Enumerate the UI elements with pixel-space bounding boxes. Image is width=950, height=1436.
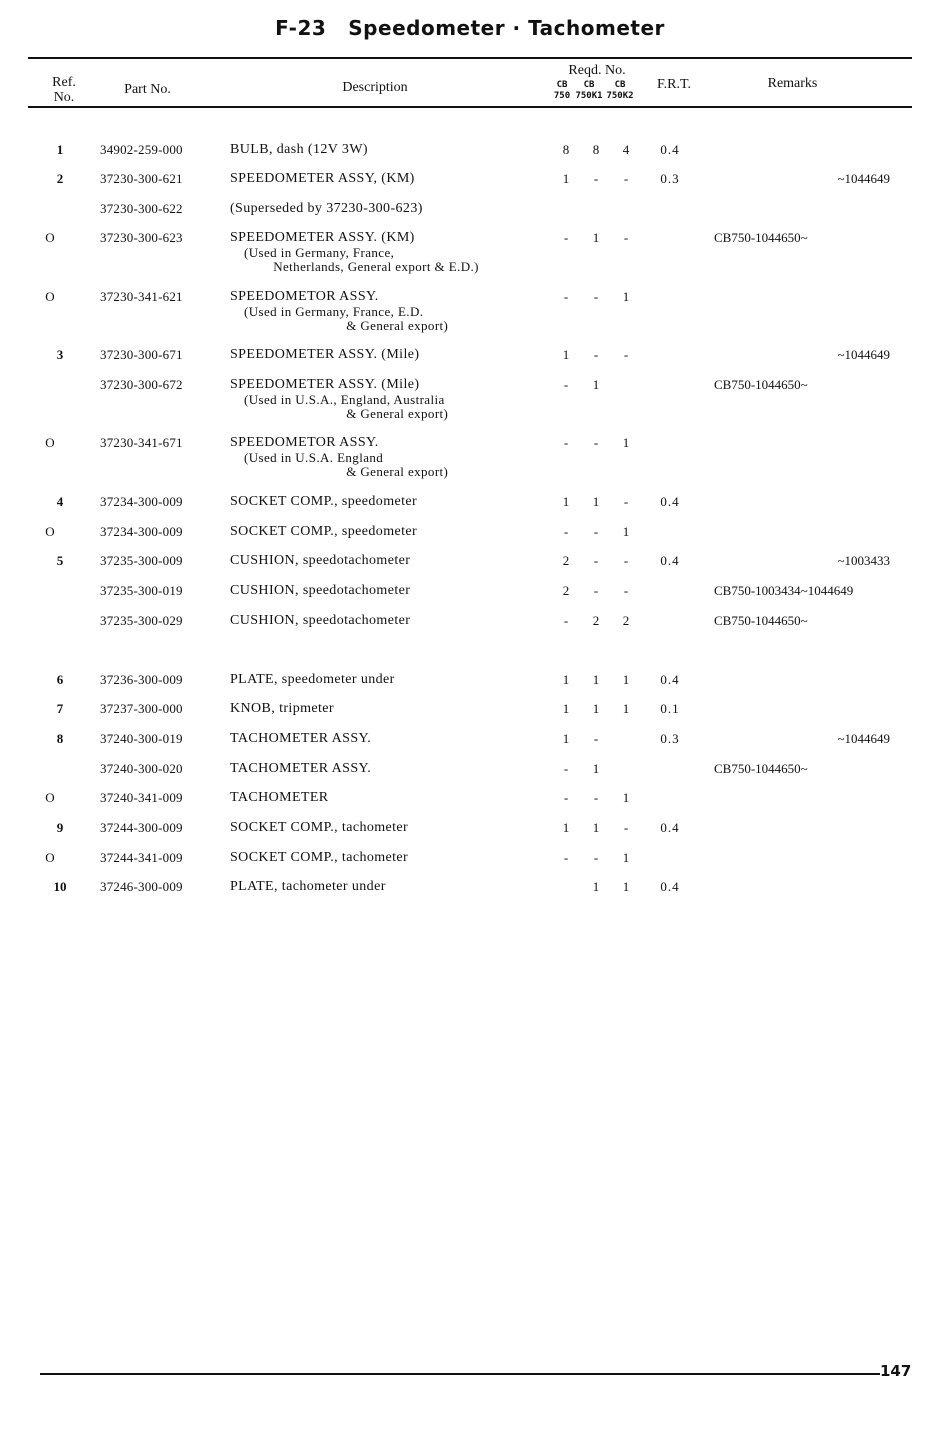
part-no: 37234-300-009 bbox=[100, 494, 183, 509]
frt-value: 0.4 bbox=[660, 494, 680, 509]
remarks: ~1044649 bbox=[837, 171, 890, 186]
remarks: CB750-1003434~1044649 bbox=[714, 583, 854, 598]
description bbox=[230, 761, 550, 777]
description-text: SOCKET COMP., speedometer bbox=[230, 524, 420, 539]
frt-value: 0.1 bbox=[660, 701, 680, 716]
usage-note: (Used in U.S.A., England, Australia & General export) bbox=[244, 392, 449, 421]
description-text: SOCKET COMP., speedometer bbox=[230, 494, 420, 509]
ref-no: 2 bbox=[56, 171, 64, 186]
description bbox=[230, 201, 550, 217]
col-ref bbox=[44, 75, 84, 105]
section-title: Speedometer · Tachometer bbox=[348, 16, 665, 40]
part-no: 37236-300-009 bbox=[100, 672, 183, 687]
description bbox=[230, 377, 550, 393]
part-no: 37235-300-019 bbox=[100, 583, 183, 598]
qty-cb750k2: - bbox=[623, 171, 629, 186]
ref-no: O bbox=[45, 435, 55, 450]
frt-value: 0.3 bbox=[660, 171, 680, 186]
qty-cb750k1: - bbox=[593, 553, 599, 568]
model2-line1: CB bbox=[583, 80, 595, 90]
usage-note: (Used in Germany, France, E.D. & General export) bbox=[244, 304, 449, 333]
qty-cb750: 1 bbox=[562, 820, 570, 835]
ref-no: 1 bbox=[56, 142, 64, 157]
header-bottom-rule bbox=[28, 106, 912, 108]
description-text: (Superseded by 37230-300-623) bbox=[230, 201, 426, 216]
page-number: 147 bbox=[880, 1362, 912, 1380]
description-text: PLATE, tachometer under bbox=[230, 879, 389, 894]
table-row bbox=[0, 435, 950, 495]
part-no: 37240-300-020 bbox=[100, 761, 183, 776]
col-model-cb750k1 bbox=[572, 80, 606, 102]
frt-value: 0.3 bbox=[660, 731, 680, 746]
description-text: SPEEDOMETOR ASSY. bbox=[230, 289, 382, 304]
section-code: F-23 bbox=[275, 16, 327, 40]
qty-cb750: 1 bbox=[562, 701, 570, 716]
qty-cb750: - bbox=[563, 230, 569, 245]
qty-cb750k2: - bbox=[623, 230, 629, 245]
qty-cb750k2: - bbox=[623, 820, 629, 835]
qty-cb750k2: 2 bbox=[622, 613, 630, 628]
description bbox=[230, 850, 550, 866]
qty-cb750k2: 1 bbox=[622, 435, 630, 450]
table-row bbox=[0, 879, 950, 939]
qty-cb750k2: - bbox=[623, 553, 629, 568]
qty-cb750k2: 1 bbox=[622, 850, 630, 865]
description bbox=[230, 790, 550, 806]
description bbox=[230, 701, 550, 717]
qty-cb750: 1 bbox=[562, 347, 570, 362]
table-row bbox=[0, 613, 950, 673]
col-reqd: Reqd. No. bbox=[568, 63, 626, 78]
description bbox=[230, 171, 550, 187]
model1-line1: CB bbox=[556, 80, 568, 90]
ref-no: 6 bbox=[56, 672, 64, 687]
description-text: BULB, dash (12V 3W) bbox=[230, 142, 371, 157]
description bbox=[230, 613, 550, 629]
page-title bbox=[0, 16, 940, 40]
part-no: 37230-300-671 bbox=[100, 347, 183, 362]
ref-no: 10 bbox=[53, 879, 67, 894]
qty-cb750: - bbox=[563, 435, 569, 450]
model3-line1: CB bbox=[614, 80, 626, 90]
col-model-cb750k2 bbox=[603, 80, 637, 102]
qty-cb750: - bbox=[563, 524, 569, 539]
qty-cb750k1: 8 bbox=[592, 142, 600, 157]
description-text: PLATE, speedometer under bbox=[230, 672, 398, 687]
frt-value: 0.4 bbox=[660, 672, 680, 687]
table-row bbox=[0, 289, 950, 349]
qty-cb750: 1 bbox=[562, 494, 570, 509]
qty-cb750k2: 1 bbox=[622, 672, 630, 687]
ref-no: O bbox=[45, 289, 55, 304]
qty-cb750k1: 1 bbox=[592, 672, 600, 687]
description-text: TACHOMETER ASSY. bbox=[230, 761, 374, 776]
qty-cb750k1: 2 bbox=[592, 613, 600, 628]
qty-cb750: 8 bbox=[562, 142, 570, 157]
remarks: CB750-1044650~ bbox=[714, 377, 808, 392]
qty-cb750k1: 1 bbox=[592, 820, 600, 835]
frt-value: 0.4 bbox=[660, 879, 680, 894]
qty-cb750k2: 1 bbox=[622, 524, 630, 539]
description bbox=[230, 289, 550, 305]
col-part-no: Part No. bbox=[124, 82, 171, 97]
remarks: ~1003433 bbox=[837, 553, 890, 568]
frt-value: 0.4 bbox=[660, 820, 680, 835]
qty-cb750: 2 bbox=[562, 583, 570, 598]
ref-no: 8 bbox=[56, 731, 64, 746]
qty-cb750k1: 1 bbox=[592, 230, 600, 245]
description-text: SOCKET COMP., tachometer bbox=[230, 850, 411, 865]
part-no: 37230-300-622 bbox=[100, 201, 183, 216]
ref-no: 5 bbox=[56, 553, 64, 568]
description-text: SPEEDOMETER ASSY. (Mile) bbox=[230, 347, 422, 362]
description bbox=[230, 553, 550, 569]
part-no: 37246-300-009 bbox=[100, 879, 183, 894]
remarks: ~1044649 bbox=[837, 731, 890, 746]
qty-cb750k1: - bbox=[593, 289, 599, 304]
qty-cb750: - bbox=[563, 790, 569, 805]
qty-cb750: - bbox=[563, 613, 569, 628]
ref-no: 7 bbox=[56, 701, 64, 716]
qty-cb750k2: 1 bbox=[622, 289, 630, 304]
part-no: 37230-341-671 bbox=[100, 435, 183, 450]
description bbox=[230, 524, 550, 540]
description bbox=[230, 347, 550, 363]
qty-cb750k1: 1 bbox=[592, 701, 600, 716]
model2-line2: 750K1 bbox=[575, 91, 603, 101]
qty-cb750: - bbox=[563, 377, 569, 392]
qty-cb750k2: - bbox=[623, 494, 629, 509]
description-text: SPEEDOMETER ASSY, (KM) bbox=[230, 171, 418, 186]
description-text: CUSHION, speedotachometer bbox=[230, 553, 413, 568]
qty-cb750k1: - bbox=[593, 524, 599, 539]
description-text: SPEEDOMETER ASSY. (Mile) bbox=[230, 377, 422, 392]
usage-note: (Used in Germany, France, Netherlands, General export & E.D.) bbox=[244, 245, 479, 274]
part-no: 37240-300-019 bbox=[100, 731, 183, 746]
qty-cb750: 1 bbox=[562, 171, 570, 186]
description bbox=[230, 142, 550, 158]
part-no: 37235-300-029 bbox=[100, 613, 183, 628]
description bbox=[230, 230, 550, 246]
qty-cb750: - bbox=[563, 850, 569, 865]
qty-cb750k2: 1 bbox=[622, 790, 630, 805]
col-description: Description bbox=[342, 80, 408, 95]
qty-cb750: - bbox=[563, 289, 569, 304]
description bbox=[230, 494, 550, 510]
description bbox=[230, 435, 550, 451]
part-no: 37230-300-621 bbox=[100, 171, 183, 186]
ref-no: O bbox=[45, 850, 55, 865]
qty-cb750k1: - bbox=[593, 850, 599, 865]
qty-cb750: 1 bbox=[562, 731, 570, 746]
qty-cb750k2: 1 bbox=[622, 701, 630, 716]
model3-line2: 750K2 bbox=[606, 91, 634, 101]
remarks: ~1044649 bbox=[837, 347, 890, 362]
part-no: 37237-300-000 bbox=[100, 701, 183, 716]
ref-no: O bbox=[45, 524, 55, 539]
frt-value: 0.4 bbox=[660, 142, 680, 157]
table-row bbox=[0, 230, 950, 290]
part-no: 37244-300-009 bbox=[100, 820, 183, 835]
description-text: SPEEDOMETOR ASSY. bbox=[230, 435, 382, 450]
description bbox=[230, 672, 550, 688]
qty-cb750k1: - bbox=[593, 347, 599, 362]
part-no: 37240-341-009 bbox=[100, 790, 183, 805]
qty-cb750k2: 4 bbox=[622, 142, 630, 157]
remarks: CB750-1044650~ bbox=[714, 230, 808, 245]
description bbox=[230, 820, 550, 836]
remarks: CB750-1044650~ bbox=[714, 761, 808, 776]
part-no: 37235-300-009 bbox=[100, 553, 183, 568]
ref-no: 4 bbox=[56, 494, 64, 509]
model1-line2: 750 bbox=[553, 91, 571, 101]
ref-no: 3 bbox=[56, 347, 64, 362]
part-no: 37244-341-009 bbox=[100, 850, 183, 865]
qty-cb750k1: 1 bbox=[592, 761, 600, 776]
qty-cb750: 2 bbox=[562, 553, 570, 568]
ref-no: 9 bbox=[56, 820, 64, 835]
ref-no: O bbox=[45, 790, 55, 805]
qty-cb750k1: 1 bbox=[592, 377, 600, 392]
description-text: TACHOMETER bbox=[230, 790, 332, 805]
usage-note: (Used in U.S.A. England & General export) bbox=[244, 450, 449, 479]
part-no: 34902-259-000 bbox=[100, 142, 183, 157]
qty-cb750k2: - bbox=[623, 347, 629, 362]
part-no: 37234-300-009 bbox=[100, 524, 183, 539]
part-no: 37230-300-672 bbox=[100, 377, 183, 392]
description-text: SOCKET COMP., tachometer bbox=[230, 820, 411, 835]
qty-cb750k2: - bbox=[623, 583, 629, 598]
table-row bbox=[0, 377, 950, 437]
col-ref-line2: No. bbox=[53, 90, 75, 105]
description bbox=[230, 731, 550, 747]
description-text: TACHOMETER ASSY. bbox=[230, 731, 374, 746]
col-ref-line1: Ref. bbox=[52, 75, 76, 90]
qty-cb750k1: 1 bbox=[592, 879, 600, 894]
qty-cb750k1: - bbox=[593, 583, 599, 598]
frt-value: 0.4 bbox=[660, 553, 680, 568]
qty-cb750: - bbox=[563, 761, 569, 776]
description bbox=[230, 879, 550, 895]
description-text: CUSHION, speedotachometer bbox=[230, 613, 413, 628]
qty-cb750k1: - bbox=[593, 790, 599, 805]
qty-cb750k1: - bbox=[593, 435, 599, 450]
qty-cb750k1: - bbox=[593, 171, 599, 186]
part-no: 37230-341-621 bbox=[100, 289, 183, 304]
qty-cb750k1: 1 bbox=[592, 494, 600, 509]
part-no: 37230-300-623 bbox=[100, 230, 183, 245]
description-text: KNOB, tripmeter bbox=[230, 701, 337, 716]
col-frt: F.R.T. bbox=[656, 77, 691, 92]
header-top-rule bbox=[28, 57, 912, 59]
description-text: CUSHION, speedotachometer bbox=[230, 583, 413, 598]
qty-cb750: 1 bbox=[562, 672, 570, 687]
description bbox=[230, 583, 550, 599]
remarks: CB750-1044650~ bbox=[714, 613, 808, 628]
ref-no: O bbox=[45, 230, 55, 245]
footer-rule bbox=[40, 1373, 880, 1375]
qty-cb750k1: - bbox=[593, 731, 599, 746]
qty-cb750k2: 1 bbox=[622, 879, 630, 894]
col-remarks: Remarks bbox=[767, 76, 818, 91]
description-text: SPEEDOMETER ASSY. (KM) bbox=[230, 230, 418, 245]
